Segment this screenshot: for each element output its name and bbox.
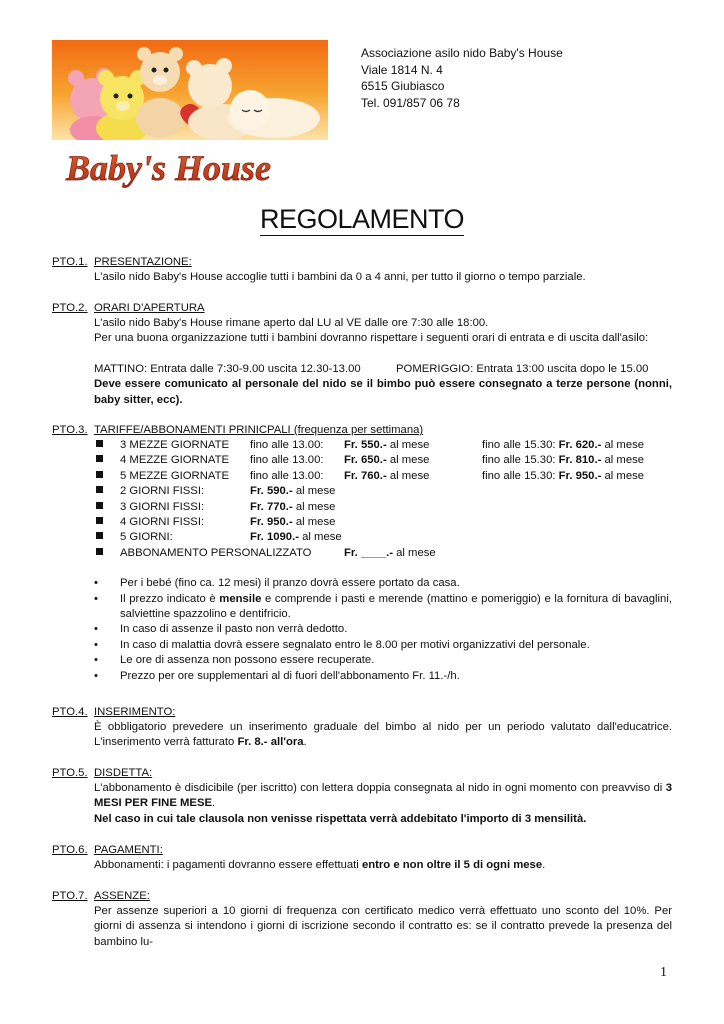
square-bullet-icon — [96, 486, 103, 493]
section-tariffe — [52, 423, 672, 684]
list-item: • Le ore di assenza non possono essere recuperate. — [94, 653, 672, 668]
section-number: PTO.1. — [52, 256, 88, 268]
section-disdetta — [52, 766, 672, 827]
association-name: Associazione asilo nido Baby's House — [361, 46, 563, 60]
bullet-icon: • — [94, 623, 98, 636]
tariff-row: 4 GIORNI FISSI: Fr. 950.- al mese — [94, 515, 672, 530]
section-number: PTO.5. — [52, 767, 88, 779]
section-inserimento — [52, 705, 672, 751]
tariff-row: 2 GIORNI FISSI: Fr. 590.- al mese — [94, 484, 672, 499]
street: Viale 1814 N. 4 — [361, 62, 443, 77]
notes-list — [94, 576, 672, 684]
morning-schedule: MATTINO: Entrata dalle 7:30-9.00 uscita 12.30-13.00 — [94, 362, 361, 375]
section-assenze — [52, 889, 672, 950]
tariff-row: 3 MEZZE GIORNATE fino alle 13.00: Fr. 550.- al mese fino alle 15.30: Fr. 620.- al mese — [94, 438, 672, 453]
section-text: L'abbonamento è disdicibile (per iscritto) con lettera doppia consegnata al nido in ogni momento con preavviso di 3 MESI PER FINE MESE. — [94, 782, 672, 810]
tariff-row: 4 MEZZE GIORNATE fino alle 13.00: Fr. 650.- al mese fino alle 15.30: Fr. 810.- al mese — [94, 453, 672, 468]
list-item: • Prezzo per ore supplementari al di fuori dell'abbonamento Fr. 11.-/h. — [94, 669, 672, 684]
address-block — [361, 45, 563, 111]
bullet-icon: • — [94, 654, 98, 667]
phone: Tel. 091/857 06 78 — [361, 95, 460, 110]
section-number: PTO.2. — [52, 302, 88, 314]
section-pagamenti — [52, 843, 672, 873]
penalty-notice: Nel caso in cui tale clausola non venisse rispettata verrà addebitato l'importo di 3 mensilità. — [94, 812, 587, 825]
document-title-wrap — [0, 204, 724, 235]
tariff-row: 5 GIORNI: Fr. 1090.- al mese — [94, 530, 672, 545]
square-bullet-icon — [96, 502, 103, 509]
teddy-bears-logo-image — [52, 40, 328, 192]
bullet-icon: • — [94, 638, 98, 651]
section-number: PTO.6. — [52, 844, 88, 856]
section-label: ASSENZE: — [94, 890, 150, 902]
document-title: REGOLAMENTO — [259, 204, 465, 234]
section-text: È obbligatorio prevedere un inserimento graduale del bimbo al nido per un periodo valutato dall'educatrice. L'inserimento verrà fatturato Fr. 8.- all'ora. — [94, 721, 672, 749]
section-label: PAGAMENTI: — [94, 844, 163, 856]
bullet-icon: • — [94, 669, 98, 682]
square-bullet-icon — [96, 455, 103, 462]
section-label: DISDETTA: — [94, 767, 153, 779]
section-presentazione — [52, 255, 672, 285]
logo — [52, 40, 328, 192]
section-label: ORARI D'APERTURA — [94, 302, 205, 314]
section-label: PRESENTAZIONE: — [94, 256, 192, 268]
section-text: L'asilo nido Baby's House accoglie tutti i bambini da 0 a 4 anni, per tutto il giorno o tempo parziale. — [94, 271, 586, 283]
square-bullet-icon — [96, 440, 103, 447]
tariff-row: ABBONAMENTO PERSONALIZZATO Fr. ____.- al mese — [94, 546, 672, 561]
section-number: PTO.7. — [52, 890, 88, 902]
opening-hours-text: L'asilo nido Baby's House rimane aperto dal LU al VE dalle ore 7:30 alle 18:00. — [94, 317, 489, 329]
tariff-table — [94, 438, 672, 561]
tariff-row: 3 GIORNI FISSI: Fr. 770.- al mese — [94, 500, 672, 515]
bullet-icon: • — [94, 592, 98, 605]
list-item: • In caso di malattia dovrà essere segnalato entro le 8.00 per motivi organizzativi del personale. — [94, 638, 672, 653]
list-item: • Per i bebé (fino ca. 12 mesi) il pranzo dovrà essere portato da casa. — [94, 576, 672, 591]
section-orari — [52, 301, 672, 408]
page-number: 1 — [660, 965, 667, 980]
list-item: • In caso di assenze il pasto non verrà dedotto. — [94, 622, 672, 637]
section-number: PTO.3. — [52, 424, 88, 436]
third-party-notice: Deve essere comunicato al personale del nido se il bimbo può essere consegnato a terze persone (nonni, baby sitter, ecc). — [94, 378, 672, 406]
square-bullet-icon — [96, 517, 103, 524]
square-bullet-icon — [96, 548, 103, 555]
square-bullet-icon — [96, 471, 103, 478]
square-bullet-icon — [96, 532, 103, 539]
section-label: INSERIMENTO: — [94, 706, 176, 718]
city: 6515 Giubiasco — [361, 79, 445, 93]
schedule-intro-text: Per una buona organizzazione tutti i bambini dovranno rispettare i seguenti orari di entrata e di uscita dall'asilo: — [94, 332, 649, 345]
tariff-row: 5 MEZZE GIORNATE fino alle 13.00: Fr. 760.- al mese fino alle 15.30: Fr. 950.- al mese — [94, 469, 672, 484]
section-label: TARIFFE/ABBONAMENTI PRINICPALI (frequenza per settimana) — [94, 424, 424, 436]
bullet-icon: • — [94, 577, 98, 590]
afternoon-schedule: POMERIGGIO: Entrata 13:00 uscita dopo le 15.00 — [396, 362, 649, 375]
list-item: • Il prezzo indicato è mensile e comprende i pasti e merende (mattino e pomeriggio) e la fornitura di bavaglini, salviettine spazzolino e dentifricio. — [94, 592, 672, 623]
section-text: Per assenze superiori a 10 giorni di frequenza con certificato medico verrà effettuato uno sconto del 10%. Per giorni di assenza si intendono i giorni di iscrizione secondo il contratto es: se il contratto prevede la presenza del bambino lu- — [94, 905, 672, 948]
section-text: Abbonamenti: i pagamenti dovranno essere effettuati entro e non oltre il 5 di ogni mese. — [94, 859, 546, 871]
logo-text: Baby's House — [66, 148, 272, 188]
section-number: PTO.4. — [52, 706, 88, 718]
